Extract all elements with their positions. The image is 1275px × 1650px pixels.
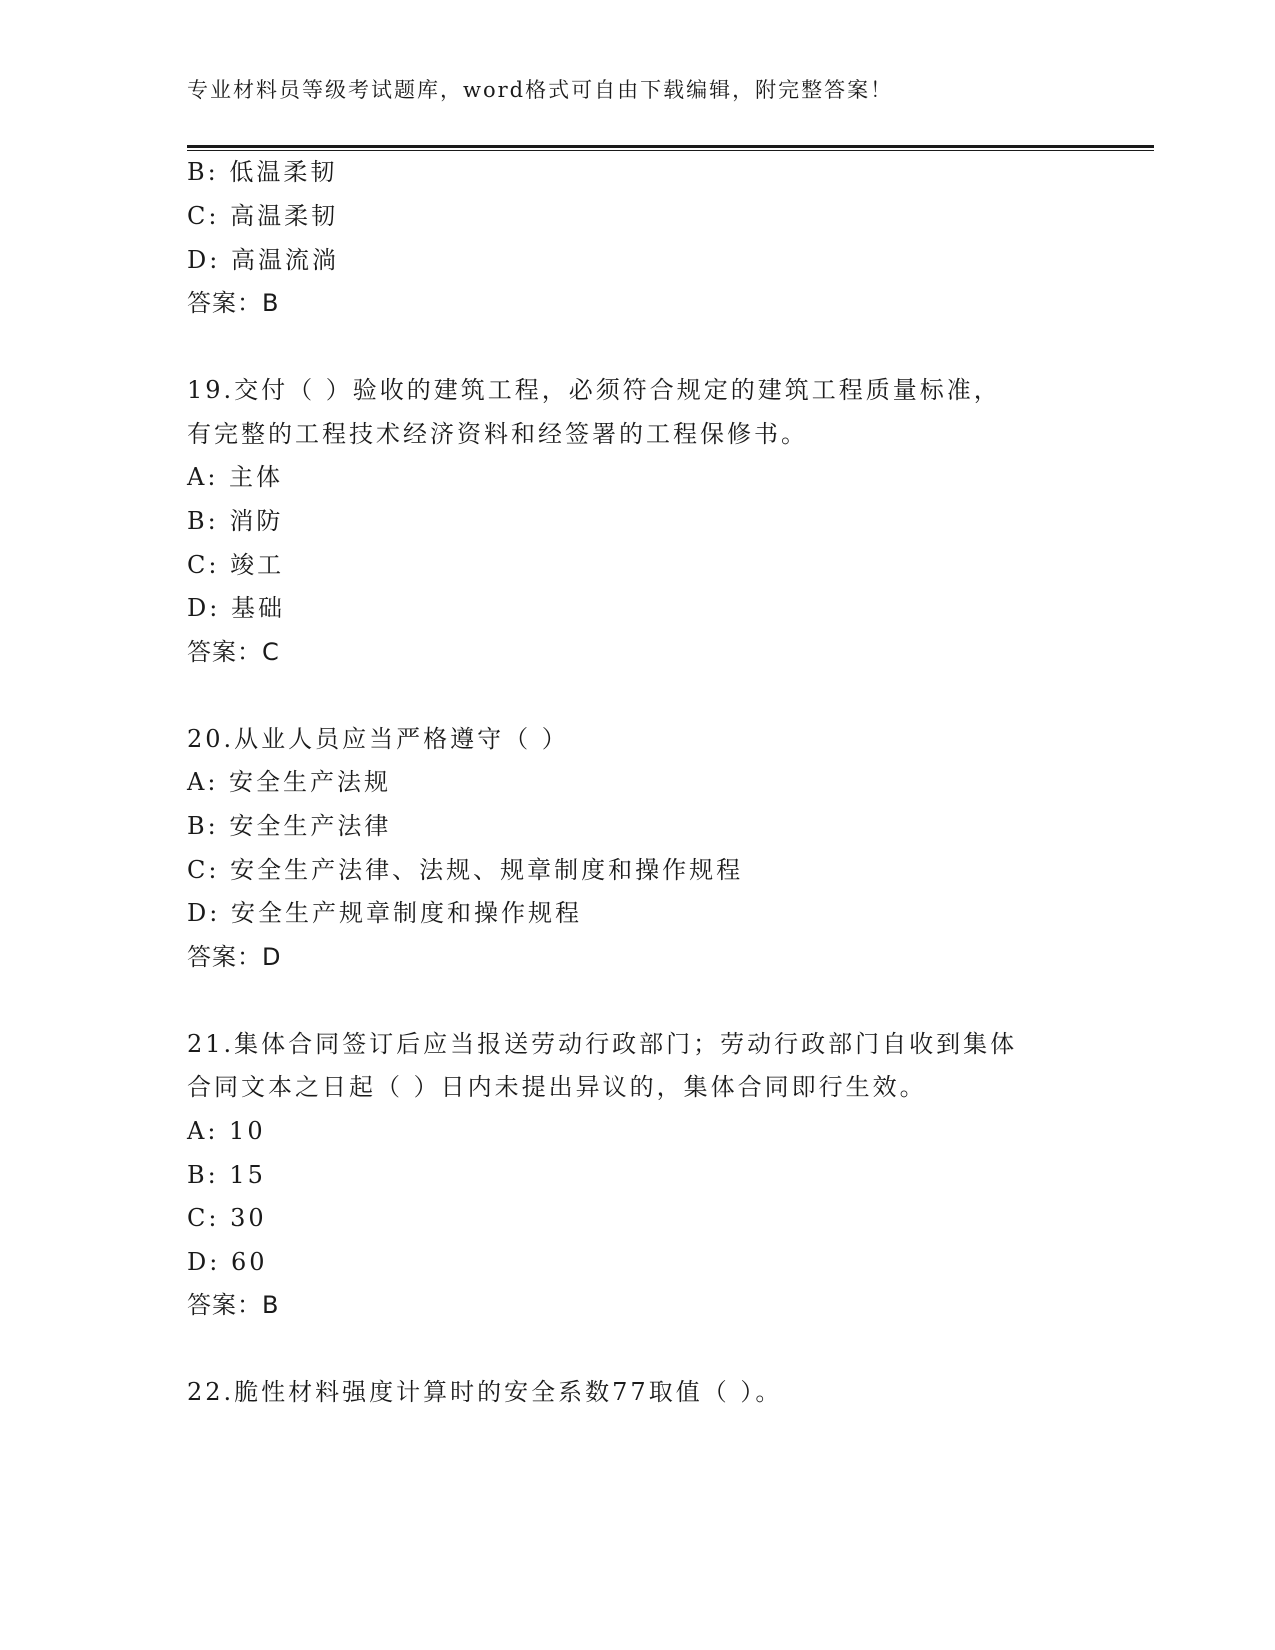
q19-option-b: B: 消防 xyxy=(187,507,284,535)
q21-stem-line2: 合同文本之日起（ ）日内未提出异议的，集体合同即行生效。 xyxy=(187,1073,927,1101)
q20-option-c: C: 安全生产法律、法规、规章制度和操作规程 xyxy=(187,856,744,884)
q20-option-b: B: 安全生产法律 xyxy=(187,812,392,840)
q19-stem-line2: 有完整的工程技术经济资料和经签署的工程保修书。 xyxy=(187,420,808,448)
q18-answer: 答案：B xyxy=(187,289,280,317)
header-rule-thick xyxy=(187,145,1154,148)
page-header: 专业材料员等级考试题库，word格式可自由下载编辑，附完整答案！ xyxy=(187,78,894,102)
q20-stem-line1: 20.从业人员应当严格遵守（ ） xyxy=(187,725,569,753)
q20-option-a: A: 安全生产法规 xyxy=(187,768,392,796)
q20-option-d: D: 安全生产规章制度和操作规程 xyxy=(187,899,582,927)
q19-stem-line1: 19.交付（ ）验收的建筑工程，必须符合规定的建筑工程质量标准， xyxy=(187,376,1001,404)
q21-option-c: C: 30 xyxy=(187,1204,267,1232)
q21-option-d: D: 60 xyxy=(187,1248,268,1276)
q21-stem-line1: 21.集体合同签订后应当报送劳动行政部门；劳动行政部门自收到集体 xyxy=(187,1030,1018,1058)
q21-option-a: A: 10 xyxy=(187,1117,266,1145)
q19-option-d: D: 基础 xyxy=(187,594,285,622)
q18-option-d: D: 高温流淌 xyxy=(187,246,339,274)
q19-option-c: C: 竣工 xyxy=(187,551,285,579)
q18-option-b: B: 低温柔韧 xyxy=(187,158,338,186)
q21-option-b: B: 15 xyxy=(187,1161,266,1189)
q19-answer: 答案：C xyxy=(187,638,280,666)
q20-answer: 答案：D xyxy=(187,943,282,971)
q22-stem-line1: 22.脆性材料强度计算时的安全系数77取值（ ）。 xyxy=(187,1378,783,1406)
q19-option-a: A: 主体 xyxy=(187,463,284,491)
q18-option-c: C: 高温柔韧 xyxy=(187,202,339,230)
q21-answer: 答案：B xyxy=(187,1291,280,1319)
header-rule-thin xyxy=(187,150,1154,151)
